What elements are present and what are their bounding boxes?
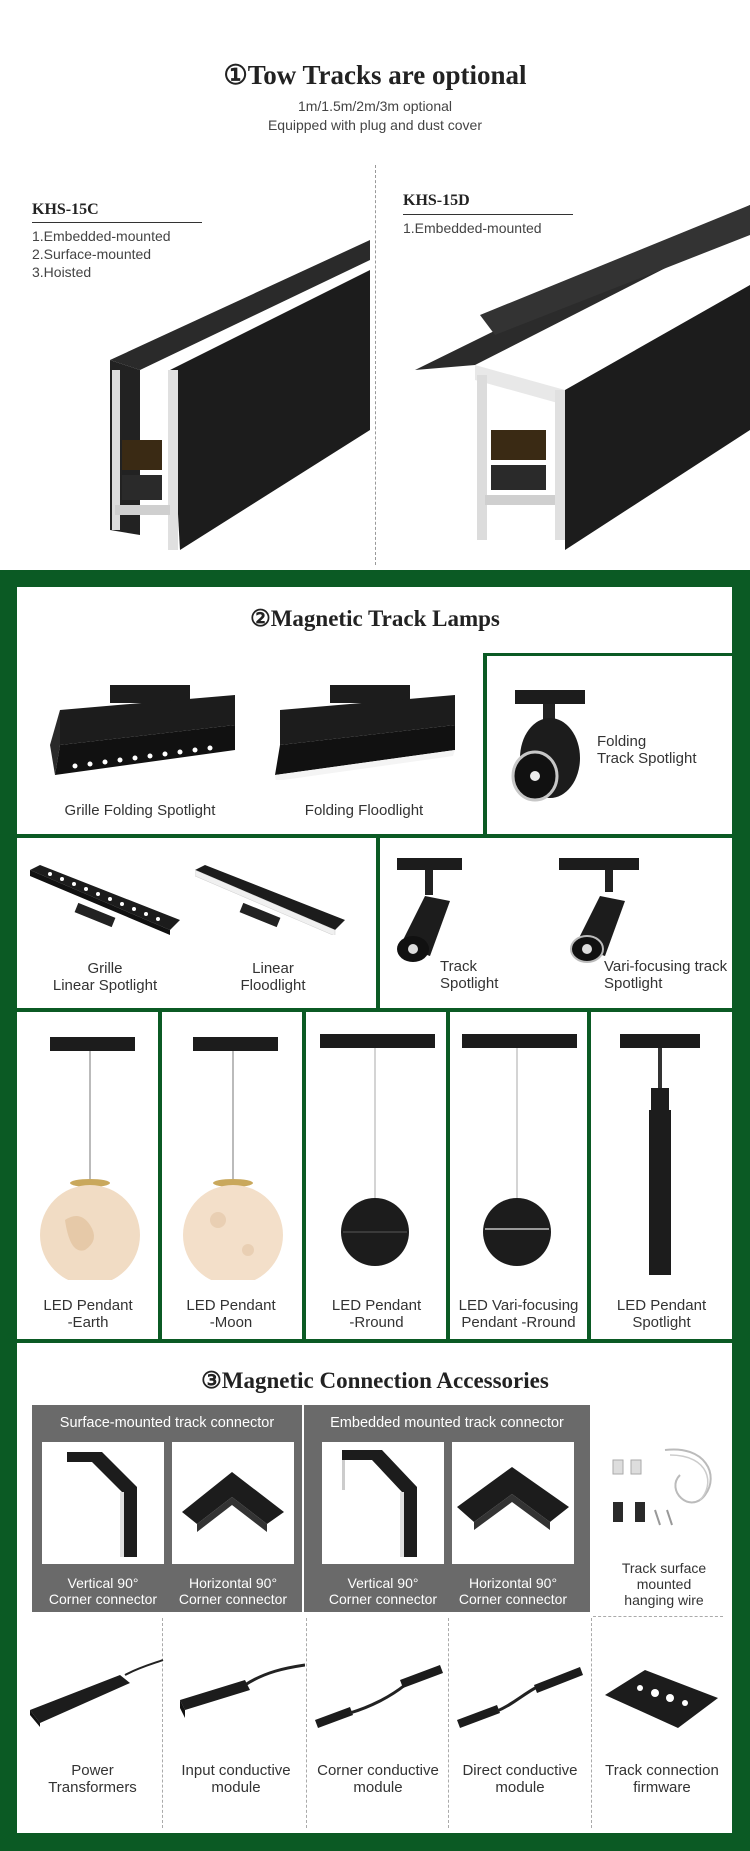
model-underline: [32, 222, 202, 223]
vertical-corner-connector-embedded-image: [322, 1442, 444, 1564]
caption-embedded-vertical: [322, 1575, 444, 1607]
caption-hanging-wire: [595, 1560, 733, 1608]
caption-input-conductive-line2: module: [211, 1779, 261, 1796]
direct-conductive-module-image: [452, 1655, 587, 1735]
folding-track-spotlight-image: [505, 688, 590, 818]
caption-corner-conductive-line2: module: [353, 1779, 403, 1796]
caption-surface-horizontal-line1: Horizontal 90°: [188, 1575, 278, 1591]
caption-pendant-moon: [165, 1297, 297, 1331]
caption-embedded-horizontal-line2: Corner connector: [458, 1591, 568, 1607]
hanging-wire-kit-image: [605, 1440, 730, 1560]
caption-vari-focusing: [604, 958, 727, 992]
accessories-title: ③Magnetic Connection Accessories: [201, 1368, 549, 1393]
caption-power-transformers: [25, 1762, 160, 1796]
track-khs-15d-image: [415, 205, 750, 550]
khs-15c-spec-1: 1.Embedded-mounted: [32, 228, 171, 244]
caption-folding-track-line2: Track Spotlight: [597, 750, 697, 767]
caption-hanging-wire-line1: Track surface: [621, 1560, 707, 1576]
linear-floodlight-image: [195, 860, 350, 935]
track-spotlight-image: [385, 856, 465, 966]
caption-surface-vertical: [42, 1575, 164, 1607]
caption-folding-track-line1: Folding: [597, 733, 647, 750]
caption-input-conductive-line1: Input conductive: [181, 1762, 291, 1779]
caption-surface-horizontal-line2: Corner connector: [178, 1591, 288, 1607]
caption-grille-linear: [30, 960, 180, 994]
caption-corner-conductive: [308, 1762, 448, 1796]
caption-vari-focusing-line2: Spotlight: [604, 975, 663, 992]
vari-focusing-track-spotlight-image: [555, 856, 645, 966]
caption-pendant-vari-round-line2: Pendant -Rround: [461, 1314, 576, 1331]
caption-power-transformers-line2: Transformers: [48, 1779, 137, 1796]
grille-linear-spotlight-image: [30, 860, 185, 935]
grid-divider: [591, 1618, 592, 1828]
caption-track-connection-firmware: [592, 1762, 732, 1796]
track-khs-15c-image: [100, 230, 380, 560]
horizontal-corner-connector-image: [172, 1442, 294, 1564]
caption-track-spotlight-line1: Track: [440, 958, 477, 975]
caption-folding-floodlight: Folding Floodlight: [304, 802, 424, 819]
embedded-connector-title: Embedded mounted track connector: [330, 1415, 564, 1431]
tracks-title: ①Tow Tracks are optional: [223, 60, 527, 90]
caption-vari-focusing-line1: Vari-focusing track: [604, 958, 728, 975]
caption-power-transformers-line1: Power: [71, 1762, 114, 1779]
caption-pendant-earth-line2: -Earth: [67, 1314, 109, 1331]
connector-tile: [42, 1442, 164, 1564]
khs-15c-spec-2: 2.Surface-mounted: [32, 246, 152, 262]
grid-divider: [306, 1618, 307, 1828]
caption-pendant-earth: [22, 1297, 154, 1331]
horizontal-corner-connector-embedded-image: [452, 1442, 574, 1564]
caption-embedded-horizontal-line1: Horizontal 90°: [468, 1575, 558, 1591]
pendant-spotlight-image: [615, 1032, 715, 1282]
caption-pendant-moon-line1: LED Pendant: [186, 1297, 276, 1314]
caption-pendant-round: [309, 1297, 444, 1331]
pendant-round-image: [315, 1032, 440, 1277]
surface-connector-title: Surface-mounted track connector: [59, 1415, 275, 1431]
caption-linear-floodlight-line2: Floodlight: [240, 977, 306, 994]
caption-pendant-vari-round-line1: LED Vari-focusing: [458, 1297, 579, 1314]
caption-track-connection-firmware-line1: Track connection: [605, 1762, 719, 1779]
caption-hanging-wire-line3: hanging wire: [624, 1592, 704, 1608]
caption-direct-conductive-line1: Direct conductive: [462, 1762, 578, 1779]
caption-linear-floodlight-line1: Linear: [252, 960, 294, 977]
pendant-earth-image: [35, 1035, 145, 1280]
caption-track-connection-firmware-line2: firmware: [633, 1779, 691, 1796]
caption-embedded-vertical-line2: Corner connector: [328, 1591, 438, 1607]
caption-input-conductive: [166, 1762, 306, 1796]
caption-surface-vertical-line1: Vertical 90°: [67, 1575, 139, 1591]
power-transformer-image: [25, 1655, 165, 1735]
model-khs-15d: KHS-15D: [403, 192, 470, 209]
grid-divider: [593, 1616, 723, 1617]
caption-pendant-spotlight-line1: LED Pendant: [616, 1297, 707, 1314]
corner-conductive-module-image: [310, 1655, 445, 1735]
caption-pendant-moon-line2: -Moon: [209, 1314, 253, 1331]
folding-floodlight-image: [270, 680, 460, 780]
caption-grille-linear-line1: Grille: [87, 960, 123, 977]
model-khs-15c: KHS-15C: [32, 201, 99, 218]
connector-tile: [322, 1442, 444, 1564]
caption-folding-track: [597, 733, 697, 767]
caption-direct-conductive: [450, 1762, 590, 1796]
caption-grille-linear-line2: Linear Spotlight: [52, 977, 158, 994]
caption-corner-conductive-line1: Corner conductive: [317, 1762, 439, 1779]
tracks-section: [0, 0, 750, 570]
caption-pendant-round-line2: -Rround: [349, 1314, 404, 1331]
lamps-title: ②Magnetic Track Lamps: [250, 606, 500, 631]
caption-pendant-earth-line1: LED Pendant: [43, 1297, 133, 1314]
caption-grille-folding-spotlight: Grille Folding Spotlight: [64, 802, 216, 819]
caption-track-spotlight: [440, 958, 498, 992]
caption-embedded-vertical-line1: Vertical 90°: [347, 1575, 419, 1591]
caption-hanging-wire-line2: mounted: [636, 1576, 692, 1592]
tracks-subtitle-lengths: 1m/1.5m/2m/3m optional: [297, 98, 453, 114]
connector-tile: [172, 1442, 294, 1564]
vertical-corner-connector-image: [42, 1442, 164, 1564]
caption-pendant-spotlight-line2: Spotlight: [632, 1314, 691, 1331]
caption-pendant-round-line1: LED Pendant: [331, 1297, 422, 1314]
caption-track-spotlight-line2: Spotlight: [440, 975, 499, 992]
caption-pendant-spotlight: [593, 1297, 730, 1331]
input-conductive-module-image: [170, 1660, 305, 1735]
caption-direct-conductive-line2: module: [495, 1779, 545, 1796]
grille-folding-spotlight-image: [50, 680, 240, 780]
pendant-moon-image: [178, 1035, 288, 1280]
tracks-subtitle-accessories: Equipped with plug and dust cover: [267, 117, 483, 133]
caption-surface-horizontal: [172, 1575, 294, 1607]
caption-linear-floodlight: [198, 960, 348, 994]
khs-15c-spec-3: 3.Hoisted: [32, 264, 92, 280]
caption-pendant-vari-round: [450, 1297, 587, 1331]
connector-tile: [452, 1442, 574, 1564]
grid-divider: [448, 1618, 449, 1828]
pendant-vari-round-image: [457, 1032, 582, 1277]
track-connection-firmware-image: [600, 1660, 725, 1740]
caption-embedded-horizontal: [452, 1575, 574, 1607]
khs-15d-spec-1: 1.Embedded-mounted: [403, 220, 542, 236]
caption-surface-vertical-line2: Corner connector: [48, 1591, 158, 1607]
